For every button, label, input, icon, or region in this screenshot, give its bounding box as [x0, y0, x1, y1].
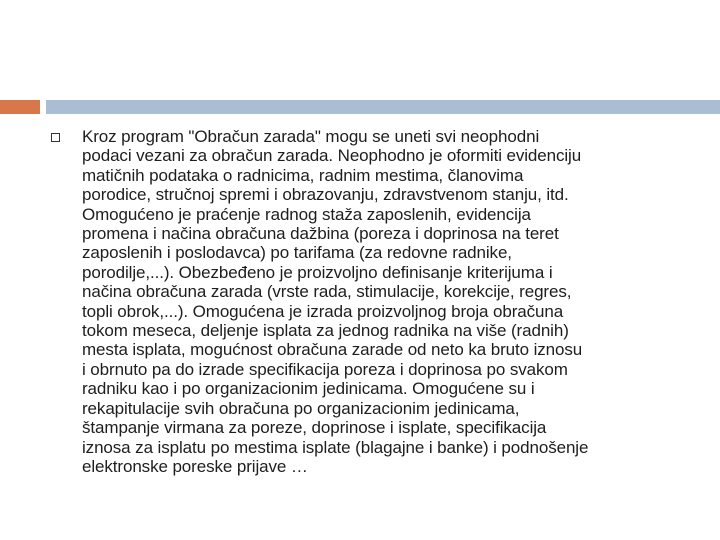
paragraph-line: matičnih podataka o radnicima, radnim mestima, članovima — [82, 165, 524, 185]
paragraph-line: zaposlenih i poslodavca) po tarifama (za redovne radnike, — [82, 243, 512, 263]
paragraph-line: tokom meseca, deljenje isplata za jednog radnika na više (radnih) — [82, 321, 569, 341]
square-bullet-icon — [51, 133, 60, 142]
body-paragraph — [82, 127, 694, 476]
header-accent-bar — [0, 100, 40, 114]
paragraph-line: i obrnuto pa do izrade specifikacija poreza i doprinosa po svakom — [82, 359, 568, 379]
paragraph-line: porodice, stručnoj spremi i obrazovanju, zdravstvenom stanju, itd. — [82, 185, 569, 205]
paragraph-line: iznosa za isplatu po mestima isplate (blagajne i banke) i podnošenje — [82, 437, 589, 457]
paragraph-line: porodilje,...). Obezbeđeno je proizvoljno definisanje kriterijuma i — [82, 262, 553, 282]
header-bar — [46, 100, 720, 114]
paragraph-line: štampanje virmana za poreze, doprinose i isplate, specifikacija — [82, 418, 547, 438]
paragraph-line: topli obrok,...). Omogućena je izrada proizvoljnog broja obračuna — [82, 301, 564, 321]
paragraph-line: načina obračuna zarada (vrste rada, stimulacije, korekcije, regres, — [82, 282, 572, 302]
paragraph-line: mesta isplata, mogućnost obračuna zarade od neto ka bruto iznosu — [82, 340, 583, 360]
paragraph-line: Omogućeno je praćenje radnog staža zaposlenih, evidencija — [82, 204, 531, 224]
paragraph-line: podaci vezani za obračun zarada. Neophodno je oformiti evidenciju — [82, 146, 582, 166]
paragraph-line: elektronske poreske prijave … — [82, 456, 308, 476]
paragraph-line: Kroz program "Obračun zarada" mogu se uneti svi neophodni — [82, 127, 540, 146]
paragraph-line: radniku kao i po organizacionim jedinicama. Omogućene su i — [82, 379, 535, 399]
paragraph-line: rekapitulacije svih obračuna po organizacionim jedinicama, — [82, 398, 520, 418]
paragraph-line: promena i načina obračuna dažbina (poreza i doprinosa na teret — [82, 224, 559, 244]
